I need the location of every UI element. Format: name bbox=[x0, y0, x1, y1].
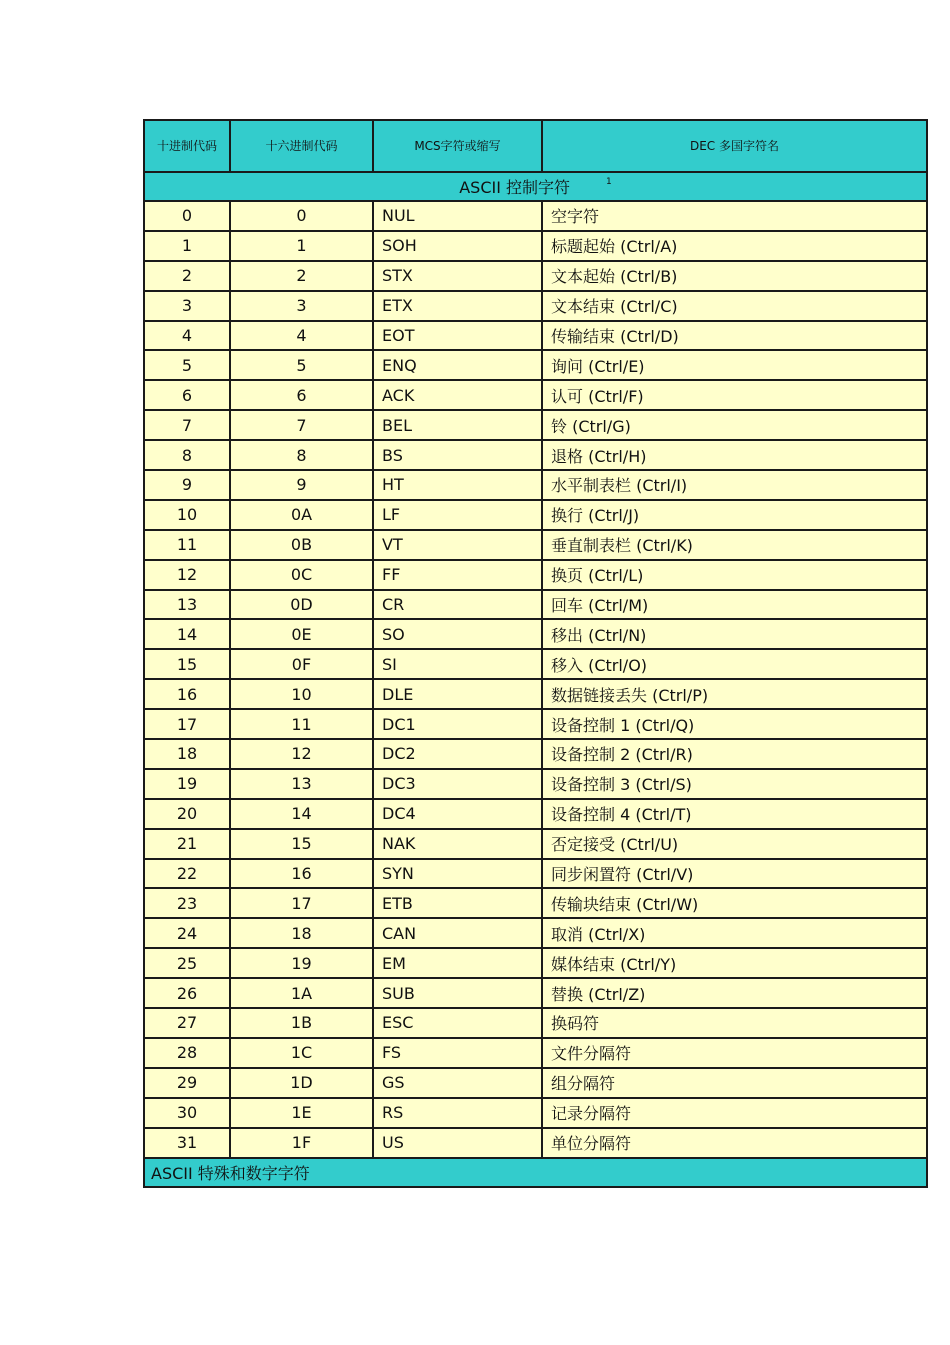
cell-hex: 1B bbox=[230, 1008, 373, 1038]
header-row bbox=[144, 120, 927, 172]
cell-name: 媒体结束 (Ctrl/Y) bbox=[542, 948, 927, 978]
table-row bbox=[144, 918, 927, 948]
cell-decimal: 6 bbox=[144, 380, 230, 410]
table-row bbox=[144, 1038, 927, 1068]
cell-hex: 4 bbox=[230, 321, 373, 351]
cell-name: 传输结束 (Ctrl/D) bbox=[542, 321, 927, 351]
cell-mcs: RS bbox=[373, 1098, 542, 1128]
cell-decimal: 27 bbox=[144, 1008, 230, 1038]
cell-mcs: SUB bbox=[373, 978, 542, 1008]
cell-hex: 2 bbox=[230, 261, 373, 291]
cell-mcs: SI bbox=[373, 649, 542, 679]
table-row bbox=[144, 201, 927, 231]
cell-name: 组分隔符 bbox=[542, 1068, 927, 1098]
table-row bbox=[144, 1068, 927, 1098]
cell-name: 移入 (Ctrl/O) bbox=[542, 649, 927, 679]
cell-hex: 0D bbox=[230, 590, 373, 620]
table-row bbox=[144, 978, 927, 1008]
cell-name: 询问 (Ctrl/E) bbox=[542, 350, 927, 380]
section-row-control bbox=[144, 172, 927, 201]
cell-name: 标题起始 (Ctrl/A) bbox=[542, 231, 927, 261]
table-row bbox=[144, 350, 927, 380]
cell-hex: 17 bbox=[230, 888, 373, 918]
cell-hex: 9 bbox=[230, 470, 373, 500]
cell-mcs: BS bbox=[373, 440, 542, 470]
table-row bbox=[144, 380, 927, 410]
cell-hex: 1A bbox=[230, 978, 373, 1008]
cell-name: 退格 (Ctrl/H) bbox=[542, 440, 927, 470]
cell-name: 记录分隔符 bbox=[542, 1098, 927, 1128]
section-row-special bbox=[144, 1158, 927, 1187]
cell-hex: 0B bbox=[230, 530, 373, 560]
table-row bbox=[144, 829, 927, 859]
cell-hex: 16 bbox=[230, 859, 373, 889]
table-row bbox=[144, 410, 927, 440]
cell-mcs: US bbox=[373, 1128, 542, 1158]
table-row bbox=[144, 1008, 927, 1038]
cell-hex: 0C bbox=[230, 560, 373, 590]
cell-decimal: 18 bbox=[144, 739, 230, 769]
cell-mcs: STX bbox=[373, 261, 542, 291]
table-row bbox=[144, 679, 927, 709]
cell-mcs: HT bbox=[373, 470, 542, 500]
cell-hex: 3 bbox=[230, 291, 373, 321]
table-row bbox=[144, 709, 927, 739]
cell-decimal: 21 bbox=[144, 829, 230, 859]
cell-name: 文件分隔符 bbox=[542, 1038, 927, 1068]
cell-decimal: 10 bbox=[144, 500, 230, 530]
cell-name: 换码符 bbox=[542, 1008, 927, 1038]
cell-hex: 0A bbox=[230, 500, 373, 530]
cell-mcs: NUL bbox=[373, 201, 542, 231]
table-body bbox=[144, 120, 927, 1187]
cell-mcs: ENQ bbox=[373, 350, 542, 380]
cell-name: 换页 (Ctrl/L) bbox=[542, 560, 927, 590]
cell-name: 铃 (Ctrl/G) bbox=[542, 410, 927, 440]
cell-mcs: DC3 bbox=[373, 769, 542, 799]
cell-mcs: SO bbox=[373, 619, 542, 649]
cell-decimal: 9 bbox=[144, 470, 230, 500]
table-row bbox=[144, 560, 927, 590]
cell-decimal: 8 bbox=[144, 440, 230, 470]
cell-decimal: 29 bbox=[144, 1068, 230, 1098]
table-row bbox=[144, 649, 927, 679]
table-row bbox=[144, 261, 927, 291]
cell-mcs: CAN bbox=[373, 918, 542, 948]
table-row bbox=[144, 619, 927, 649]
table-row bbox=[144, 1098, 927, 1128]
cell-mcs: ETB bbox=[373, 888, 542, 918]
cell-name: 文本结束 (Ctrl/C) bbox=[542, 291, 927, 321]
cell-name: 认可 (Ctrl/F) bbox=[542, 380, 927, 410]
cell-mcs: DLE bbox=[373, 679, 542, 709]
cell-decimal: 0 bbox=[144, 201, 230, 231]
section-title-control bbox=[144, 172, 927, 201]
table-row bbox=[144, 470, 927, 500]
cell-hex: 1 bbox=[230, 231, 373, 261]
cell-decimal: 30 bbox=[144, 1098, 230, 1128]
cell-name: 文本起始 (Ctrl/B) bbox=[542, 261, 927, 291]
table-row bbox=[144, 231, 927, 261]
table-row bbox=[144, 321, 927, 351]
cell-decimal: 17 bbox=[144, 709, 230, 739]
cell-decimal: 16 bbox=[144, 679, 230, 709]
cell-mcs: EOT bbox=[373, 321, 542, 351]
cell-hex: 8 bbox=[230, 440, 373, 470]
cell-hex: 18 bbox=[230, 918, 373, 948]
cell-mcs: BEL bbox=[373, 410, 542, 440]
cell-hex: 5 bbox=[230, 350, 373, 380]
table-row bbox=[144, 799, 927, 829]
cell-hex: 12 bbox=[230, 739, 373, 769]
cell-mcs: SYN bbox=[373, 859, 542, 889]
cell-mcs: NAK bbox=[373, 829, 542, 859]
cell-hex: 1C bbox=[230, 1038, 373, 1068]
cell-decimal: 26 bbox=[144, 978, 230, 1008]
cell-name: 设备控制 2 (Ctrl/R) bbox=[542, 739, 927, 769]
cell-name: 传输块结束 (Ctrl/W) bbox=[542, 888, 927, 918]
header-mcs: MCS字符或缩写 bbox=[373, 120, 542, 172]
table-row bbox=[144, 500, 927, 530]
table-row bbox=[144, 440, 927, 470]
cell-decimal: 11 bbox=[144, 530, 230, 560]
cell-name: 否定接受 (Ctrl/U) bbox=[542, 829, 927, 859]
cell-name: 换行 (Ctrl/J) bbox=[542, 500, 927, 530]
table-row bbox=[144, 859, 927, 889]
cell-decimal: 15 bbox=[144, 649, 230, 679]
table-row bbox=[144, 769, 927, 799]
cell-hex: 15 bbox=[230, 829, 373, 859]
table-row bbox=[144, 888, 927, 918]
cell-hex: 19 bbox=[230, 948, 373, 978]
section-title-special: ASCII 特殊和数字字符 bbox=[144, 1158, 927, 1187]
cell-decimal: 20 bbox=[144, 799, 230, 829]
cell-decimal: 13 bbox=[144, 590, 230, 620]
cell-hex: 11 bbox=[230, 709, 373, 739]
cell-decimal: 19 bbox=[144, 769, 230, 799]
cell-name: 单位分隔符 bbox=[542, 1128, 927, 1158]
cell-hex: 13 bbox=[230, 769, 373, 799]
cell-name: 设备控制 1 (Ctrl/Q) bbox=[542, 709, 927, 739]
cell-name: 回车 (Ctrl/M) bbox=[542, 590, 927, 620]
table-row bbox=[144, 739, 927, 769]
cell-hex: 0E bbox=[230, 619, 373, 649]
cell-hex: 1F bbox=[230, 1128, 373, 1158]
cell-name: 数据链接丢失 (Ctrl/P) bbox=[542, 679, 927, 709]
table-row bbox=[144, 590, 927, 620]
cell-hex: 0 bbox=[230, 201, 373, 231]
cell-hex: 6 bbox=[230, 380, 373, 410]
cell-decimal: 24 bbox=[144, 918, 230, 948]
section-title-control-text: ASCII 控制字符 bbox=[459, 178, 571, 197]
cell-decimal: 23 bbox=[144, 888, 230, 918]
cell-name: 替换 (Ctrl/Z) bbox=[542, 978, 927, 1008]
cell-mcs: FF bbox=[373, 560, 542, 590]
cell-decimal: 5 bbox=[144, 350, 230, 380]
cell-name: 垂直制表栏 (Ctrl/K) bbox=[542, 530, 927, 560]
cell-name: 移出 (Ctrl/N) bbox=[542, 619, 927, 649]
cell-mcs: CR bbox=[373, 590, 542, 620]
cell-decimal: 28 bbox=[144, 1038, 230, 1068]
footnote-marker: 1 bbox=[606, 177, 612, 187]
cell-hex: 10 bbox=[230, 679, 373, 709]
cell-mcs: ACK bbox=[373, 380, 542, 410]
cell-mcs: DC2 bbox=[373, 739, 542, 769]
header-hex: 十六进制代码 bbox=[230, 120, 373, 172]
cell-mcs: VT bbox=[373, 530, 542, 560]
cell-decimal: 1 bbox=[144, 231, 230, 261]
cell-hex: 1D bbox=[230, 1068, 373, 1098]
cell-name: 水平制表栏 (Ctrl/I) bbox=[542, 470, 927, 500]
cell-mcs: FS bbox=[373, 1038, 542, 1068]
cell-name: 同步闲置符 (Ctrl/V) bbox=[542, 859, 927, 889]
cell-hex: 0F bbox=[230, 649, 373, 679]
table-row bbox=[144, 530, 927, 560]
cell-name: 空字符 bbox=[542, 201, 927, 231]
ascii-control-table bbox=[143, 119, 928, 1188]
cell-decimal: 22 bbox=[144, 859, 230, 889]
cell-decimal: 7 bbox=[144, 410, 230, 440]
cell-decimal: 12 bbox=[144, 560, 230, 590]
cell-decimal: 31 bbox=[144, 1128, 230, 1158]
header-decimal: 十进制代码 bbox=[144, 120, 230, 172]
cell-mcs: EM bbox=[373, 948, 542, 978]
table-row bbox=[144, 291, 927, 321]
cell-mcs: LF bbox=[373, 500, 542, 530]
cell-decimal: 3 bbox=[144, 291, 230, 321]
cell-hex: 1E bbox=[230, 1098, 373, 1128]
cell-decimal: 25 bbox=[144, 948, 230, 978]
cell-mcs: GS bbox=[373, 1068, 542, 1098]
cell-name: 取消 (Ctrl/X) bbox=[542, 918, 927, 948]
cell-decimal: 4 bbox=[144, 321, 230, 351]
cell-decimal: 14 bbox=[144, 619, 230, 649]
cell-decimal: 2 bbox=[144, 261, 230, 291]
table-row bbox=[144, 948, 927, 978]
header-dec-name: DEC 多国字符名 bbox=[542, 120, 927, 172]
cell-mcs: ESC bbox=[373, 1008, 542, 1038]
table-row bbox=[144, 1128, 927, 1158]
cell-mcs: ETX bbox=[373, 291, 542, 321]
cell-mcs: DC1 bbox=[373, 709, 542, 739]
cell-name: 设备控制 3 (Ctrl/S) bbox=[542, 769, 927, 799]
cell-hex: 7 bbox=[230, 410, 373, 440]
cell-mcs: DC4 bbox=[373, 799, 542, 829]
cell-mcs: SOH bbox=[373, 231, 542, 261]
cell-hex: 14 bbox=[230, 799, 373, 829]
cell-name: 设备控制 4 (Ctrl/T) bbox=[542, 799, 927, 829]
